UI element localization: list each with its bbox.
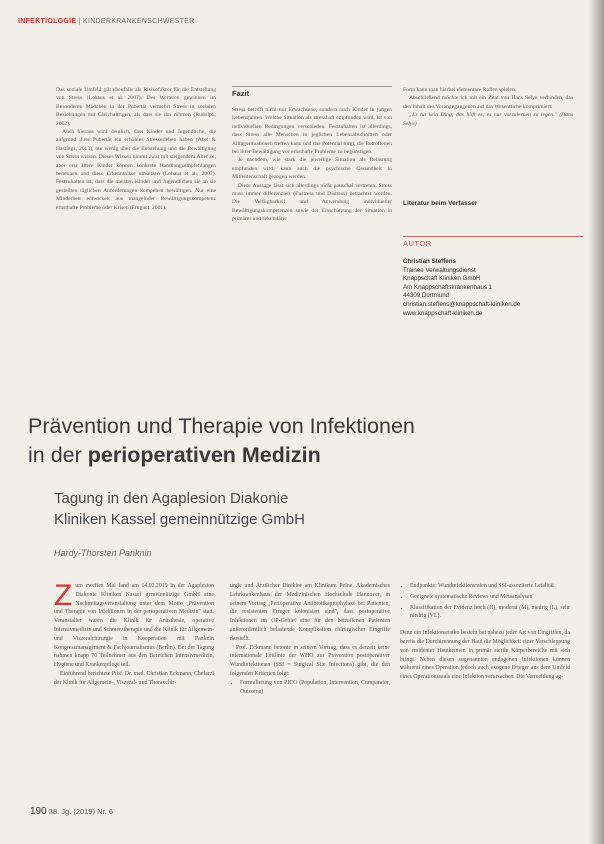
section-label: INFEKTIOLOGIE xyxy=(18,18,77,25)
page-gutter-shadow xyxy=(588,0,604,844)
paragraph: Diese Aussage lässt sich allerdings nicht pauschal vertreten. Stress muss immer differenziert (Eustress und Distress) betrachtet werden. Die Verfügbarkeit und Anwendung individueller Bewältigungskompetenzen sowie der Einschätzung der Situation in primärer und sekundärer xyxy=(232,182,392,223)
article-title xyxy=(28,412,415,470)
byline: Hardy-Thorsten Panknin xyxy=(54,548,152,558)
page-footer xyxy=(30,806,113,817)
subtitle-line-2: Kliniken Kassel gemeinnützige GmbH xyxy=(54,511,305,528)
author-website[interactable]: www.knappschaft-kliniken.de xyxy=(403,309,483,317)
list-item: • Klassifikation der Evidenz hoch (H), moderat (M), niedrig (L), sehr niedrig (VL). xyxy=(410,604,570,622)
paragraph: Das soziale Umfeld gilt ebenfalls als Risikofaktor für die Entstehung von Stress (Lohaus et al. 2007). Des Weiteren gewinnen im Besonderen Mädchen in der Pubertät vermehrt Stress in sozialen Beziehungen mit Gleichaltrigen, als dass sie ihn rühmen (Rudolph, 2002). xyxy=(56,87,216,127)
journal-name: KINDERKRANKENSCHWESTER xyxy=(82,18,195,25)
paragraph: Stress betrifft nicht nur Erwachsene, sondern auch Kinder in jungen Lebensjahren. Welche Situation als stresshaft empfunden wird, ist von individuellen Bedingungen verschieden. Festzuhalten ist allerdings, dass Stress alle Menschen in jeglichen Lebensabschnitten oder Alltagssituationen treffen kann und das Potential birgt, die Betroffenen bei ihrer Bewältigung vor ernsthafte Probleme zu begünstigen. xyxy=(232,107,392,156)
author-line: 44309 Dortmund xyxy=(403,292,450,300)
subtitle-line-1: Tagung in den Agaplesion Diakonie xyxy=(54,490,289,507)
author-line: Trainee Verwaltungsdienst xyxy=(403,266,476,274)
body-column-1 xyxy=(54,579,214,688)
article-subtitle xyxy=(54,488,305,530)
running-header xyxy=(18,18,195,25)
author-line: Am Knappschaftskrankenhaus 1 xyxy=(403,283,493,291)
title-line-2-lead: in der xyxy=(28,443,88,467)
literature-note: Literatur beim Verfasser xyxy=(403,200,478,207)
list-item: • Geeignete systematische Reviews und Metaanalysen xyxy=(410,593,570,602)
paragraph: Einführend berichtete Prof. Dr. med. Christian Eckmann, Chefarzt der Klinik für Allgemein-, Viszeral- und Thoraxchir- xyxy=(54,670,214,686)
header-separator: | xyxy=(78,18,81,25)
author-email[interactable]: christian.steffens@knappschaft-kliniken.de xyxy=(403,300,521,308)
page-number: 190 xyxy=(30,806,47,817)
body-column-2 xyxy=(230,582,390,698)
paragraph: Form kann man hierbei elementare Rollen spielen. xyxy=(403,87,517,93)
paragraph: Denn ein Infektionsrisiko besteht bei nahezu jeder Art von Eingriffen, da bereits die Durchtrennung der Haut die Möglichkeit einer Verschleppung von residenter Hautkeimen in primär sterile Körperbereiche mit sich bringt. Neben diesen sogenannten endogenen Infektionen können während eines Operation jedoch auch exogene Erreger aus dem Umfeld eines Operationssaals eine Infektion verursachen. Die Vermeidung ag- xyxy=(400,630,570,681)
title-line-1: Prävention und Therapie von Infektionen xyxy=(28,414,415,438)
drop-cap: Z xyxy=(54,579,73,612)
column-1 xyxy=(56,86,216,212)
paragraph: Prof. Eckmann betonte in seinem Vortrag, dass es derzeit keine internationale Leitlinie der WHO zur Prävention postoperativer Wundinfektionen (SSI = Surgical Site Infections) gibt, die den folgenden Kriterien folgt: xyxy=(230,644,390,677)
quote: „Es tut kein Ding; das hilft es, es nur vorzulernen zu legen." (Hans Selye) xyxy=(403,112,573,127)
issue-info: 38. Jg. (2019) Nr. 6 xyxy=(48,807,113,816)
list-item: • Endpunkte: Wundinfektionsraten und SSI-assoziierte Letalität xyxy=(410,582,570,591)
paragraph: Auch hieraus wird deutlich, dass Kinder und Jugendliche, die aufgrund ihrer Pubertät ein erhöhtes Stresserleben haben (Abel & Hastings, 2013), nur wenig über die Entstehung und die Bewältigung von Stress wissen. Dieses Wissen nimmt zwar mit steigendem Alter zu, aber erst ältere Kinder können konkrete Handlungsempfehlungen benennen und diese Erkenntnisse umsetzen (Lohaus et al., 2007). Festzuhalten ist, dass die meisten Kinder und Jugendlichen sie an sie gestellten täglichen Anforderungen kompetent bewältigen. Nur eine Minderheit entwickelt aus mangelnder Bewältigungskompetenz ernsthafte Probleme oder Krisen (Fruguet, 2001). xyxy=(56,129,216,211)
column-2 xyxy=(232,106,392,224)
title-bold: perioperativen Medizin xyxy=(87,443,321,467)
author-box xyxy=(403,258,520,318)
paragraph: Abschließend möchte ich mit ein Zitat von Hans Selye verbinden, das den Inhalt des Vorangegangenen auf das Wesentliche komprimiert: xyxy=(403,95,573,110)
list-item: • Formulierung von PICO (Population, Intervention, Comparator, Outcome) xyxy=(240,679,390,697)
column-3 xyxy=(403,86,573,128)
paragraph: um zweiten Mal fand am 14.02.2019 in der Agaplesion Diakonie Kliniken Kassel gemeinnützige GmbH eine Nachmittagsveranstaltung unter dem Motto „Prävention und Therapie von Infektionen in der perioperativen Medizin" statt. Veranstalter waren die Klinik für Anästhesie, operative Intensivmedizin und Schmerztherapie und die Klinik für Allgemein- und Viszeralchirurgie in Kooperation mit Panknin Kongressmanagement & Fachjournalismus (Berlin). Bei der Tagung nahmen knapp 70 Teilnehmer aus den Bereichen Intensivmedizin, Hygiene und Krankenpflege teil. xyxy=(54,583,214,669)
author-line: Knappschaft Kliniken GmbH xyxy=(403,275,481,283)
paragraph: urgie und Ärztlicher Direktor am Klinikum Peine, Akademisches Lehrkrankenhaus der Medizinischen Hochschule Hannover, in seinem Vortrag „Perioperative Antibiotikaprophylaxe bei Patienten, die resistenten Erreger kolonisiert sind", dass postoperative Infektionen im OP-Gebiet eine für den betroffenen Patienten außerordentlich belastende Komplikation chirurgischer Eingriffe darstellt. xyxy=(230,583,390,642)
author-name: Christian Steffens xyxy=(403,258,456,265)
body-column-3 xyxy=(400,582,570,682)
bullet-list xyxy=(400,582,570,621)
paragraph: Je nachdem, wie stark die jeweilige Situation als Belastung empfunden wird, kann auch die psychische Gesundheit in Mitleidenschaft gezogen werden. xyxy=(232,157,392,181)
fazit-heading: Fazit xyxy=(232,86,392,98)
title-line-2 xyxy=(28,441,415,470)
author-heading: AUTOR xyxy=(403,236,583,248)
bullet-list xyxy=(230,679,390,697)
